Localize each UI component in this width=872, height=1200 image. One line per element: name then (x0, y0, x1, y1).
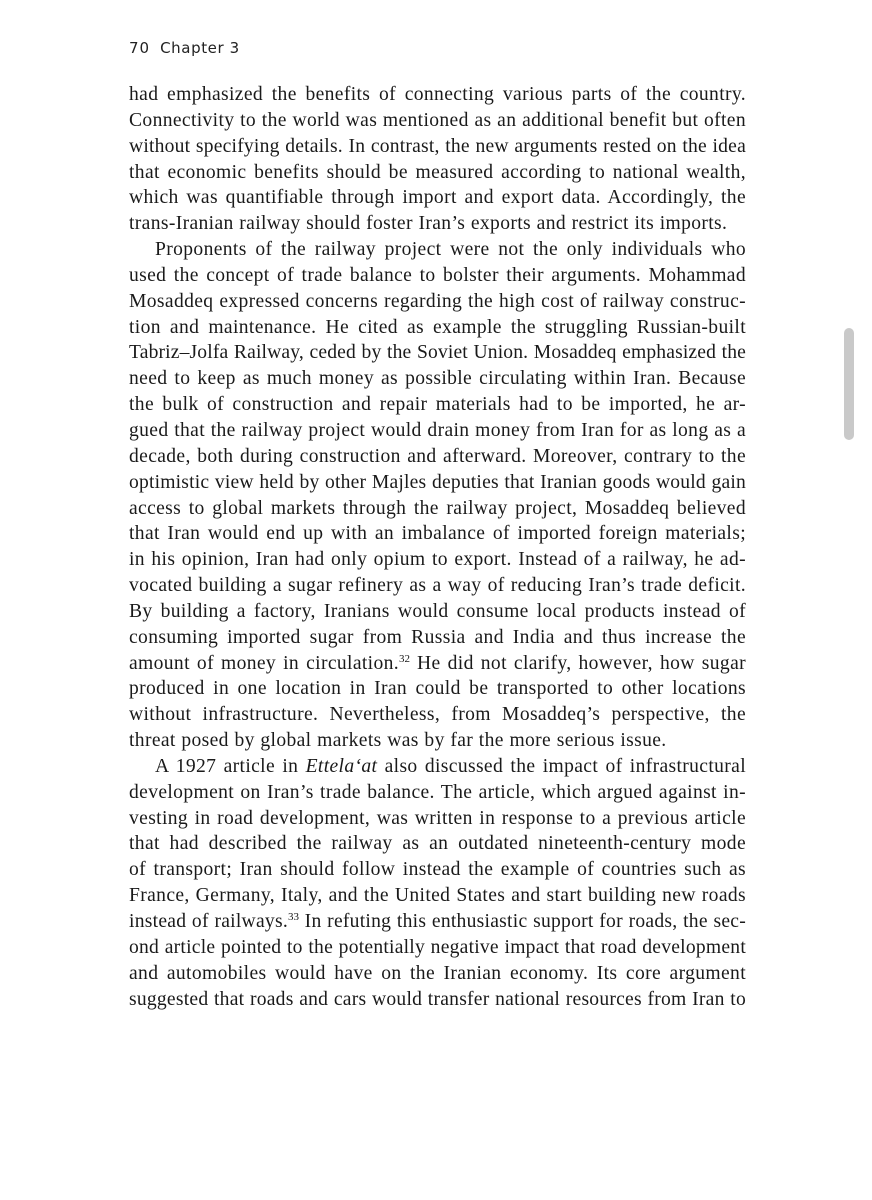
text-line: without infrastructure. Nevertheless, from Mosaddeq’s perspective, the (129, 704, 746, 726)
text-line: had emphasized the benefits of connecting various parts of the country. (129, 84, 746, 105)
text-line: and automobiles would have on the Iranian economy. Its core argument (129, 962, 746, 984)
paragraph-1 (129, 82, 746, 237)
text-line: decade, both during construction and afterward. Moreover, contrary to the (129, 445, 746, 467)
text-segment: He did not clarify, however, how sugar (410, 652, 746, 674)
chapter-label: Chapter 3 (160, 39, 240, 57)
text-line: used the concept of trade balance to bolster their arguments. Mohammad (129, 264, 746, 286)
text-line-with-footnote (129, 909, 746, 935)
text-line-with-italic (129, 754, 746, 780)
body-text (129, 82, 746, 1012)
text-line: Proponents of the railway project were not the only individuals who (155, 239, 746, 261)
text-line: that economic benefits should be measured according to national wealth, (129, 161, 746, 183)
text-line: consuming imported sugar from Russia and India and thus increase the (129, 626, 746, 648)
scrollbar-thumb[interactable] (844, 328, 854, 440)
text-line-with-footnote (129, 651, 746, 677)
running-head (129, 39, 240, 57)
text-line: without specifying details. In contrast, the new arguments rested on the idea (129, 135, 746, 157)
text-line: gued that the railway project would drain money from Iran for as long as a (129, 419, 746, 441)
text-line: vesting in road development, was written in response to a previous article (129, 807, 746, 829)
newspaper-title: Ettela‘at (305, 755, 378, 777)
text-line: trans-Iranian railway should foster Iran’s exports and restrict its imports. (129, 213, 728, 235)
page-number: 70 (129, 39, 151, 57)
text-line: the bulk of construction and repair materials had to be imported, he ar- (129, 394, 746, 416)
footnote-marker-32[interactable]: 32 (399, 652, 410, 665)
text-line: in his opinion, Iran had only opium to export. Instead of a railway, he ad- (129, 549, 746, 571)
text-line: ond article pointed to the potentially negative impact that road development (129, 936, 746, 958)
footnote-marker-33[interactable]: 33 (287, 911, 299, 923)
text-line: threat posed by global markets was by far the more serious issue. (129, 730, 667, 752)
text-line: Mosaddeq expressed concerns regarding the high cost of railway construc- (129, 290, 746, 312)
text-line: access to global markets through the railway project, Mosaddeq believed (129, 497, 746, 519)
text-line: By building a factory, Iranians would consume local products instead of (129, 600, 746, 622)
text-line: development on Iran’s trade balance. The article, which argued against in- (129, 781, 746, 803)
text-segment: In refuting this enthusiastic support for roads, the sec- (298, 911, 747, 932)
text-segment: also discussed the impact of infrastructural (377, 755, 747, 777)
text-line: that Iran would end up with an imbalance of imported foreign materials; (129, 523, 746, 545)
text-line: which was quantifiable through import and export data. Accordingly, the (129, 187, 746, 209)
text-line: Tabriz–Jolfa Railway, ceded by the Soviet Union. Mosaddeq emphasized the (129, 342, 746, 364)
text-line: tion and maintenance. He cited as example the struggling Russian-built (129, 316, 746, 338)
text-line: Connectivity to the world was mentioned as an additional benefit but often (129, 109, 746, 131)
text-line: vocated building a sugar refinery as a way of reducing Iran’s trade deficit. (129, 575, 746, 597)
text-segment: instead of railways. (129, 911, 288, 932)
text-line: optimistic view held by other Majles deputies that Iranian goods would gain (129, 471, 746, 493)
paragraph-2 (129, 237, 746, 754)
text-line: suggested that roads and cars would transfer national resources from Iran to (129, 988, 746, 1010)
text-segment: A 1927 article in (155, 755, 306, 777)
text-line: France, Germany, Italy, and the United States and start building new roads (129, 885, 746, 907)
paragraph-3 (129, 754, 746, 1012)
text-line: of transport; Iran should follow instead the example of countries such as (129, 859, 746, 881)
text-line: produced in one location in Iran could be transported to other locations (129, 678, 746, 700)
text-line: that had described the railway as an outdated nineteenth-century mode (129, 833, 746, 855)
text-line: need to keep as much money as possible circulating within Iran. Because (129, 368, 746, 390)
text-segment: amount of money in circulation. (129, 652, 399, 674)
